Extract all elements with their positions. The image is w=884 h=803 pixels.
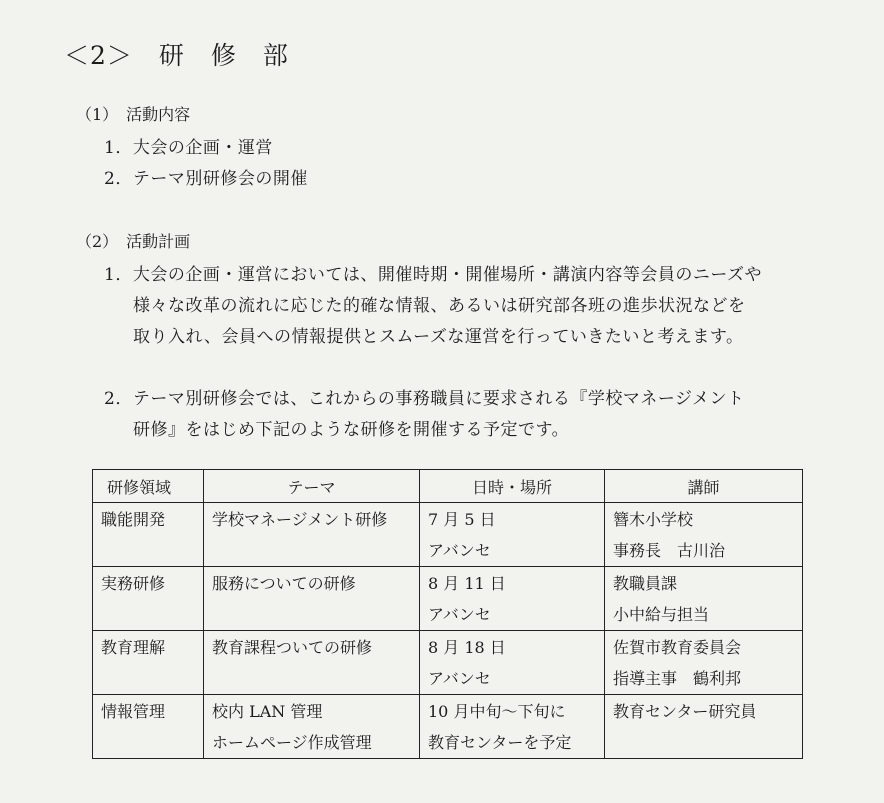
plan-paragraph-2-line: 研修』をはじめ下記のような研修を開催する予定です。 [133, 420, 570, 440]
activity-item: 2．テーマ別研修会の開催 [104, 169, 308, 189]
lecturer-cell: 簪木小学校 事務長 古川治 [605, 503, 803, 567]
plan-heading: （2） 活動計画 [76, 232, 191, 251]
lecturer-cell: 佐賀市教育委員会 指導主事 鶴利邦 [605, 631, 803, 695]
plan-paragraph-1-line: 取り入れ、会員への情報提供とスムーズな運営を行っていきたいと考えます。 [133, 327, 744, 347]
table-row [93, 695, 803, 759]
table-row [93, 631, 803, 695]
theme-cell: 服務についての研修 [204, 567, 420, 631]
activities-heading: （1） 活動内容 [76, 105, 191, 124]
area-cell: 職能開発 [93, 503, 204, 567]
theme-cell: 学校マネージメント研修 [204, 503, 420, 567]
training-schedule-table [92, 469, 803, 759]
column-header: テーマ [204, 470, 420, 503]
table-row [93, 567, 803, 631]
column-header: 研修領域 [93, 470, 204, 503]
plan-paragraph-1-line: 様々な改革の流れに応じた的確な情報、あるいは研究部各班の進歩状況などを [133, 296, 746, 316]
section-title: ＜2＞ 研 修 部 [64, 41, 289, 70]
datetime-place-cell: 8 月 11 日 アバンセ [420, 567, 605, 631]
theme-cell: 教育課程ついての研修 [204, 631, 420, 695]
plan-paragraph-2-line: 2．テーマ別研修会では、これからの事務職員に要求される『学校マネージメント [104, 389, 745, 409]
datetime-place-cell: 7 月 5 日 アバンセ [420, 503, 605, 567]
plan-paragraph-1-line: 1．大会の企画・運営においては、開催時期・開催場所・講演内容等会員のニーズや [104, 265, 762, 285]
activity-item: 1．大会の企画・運営 [104, 138, 273, 158]
theme-cell: 校内 LAN 管理 ホームページ作成管理 [204, 695, 420, 759]
table-row [93, 503, 803, 567]
area-cell: 情報管理 [93, 695, 204, 759]
area-cell: 実務研修 [93, 567, 204, 631]
lecturer-cell: 教職員課 小中給与担当 [605, 567, 803, 631]
datetime-place-cell: 8 月 18 日 アバンセ [420, 631, 605, 695]
column-header: 日時・場所 [420, 470, 605, 503]
table-header-row [93, 470, 803, 503]
lecturer-cell: 教育センター研究員 [605, 695, 803, 759]
area-cell: 教育理解 [93, 631, 204, 695]
datetime-place-cell: 10 月中旬～下旬に 教育センターを予定 [420, 695, 605, 759]
column-header: 講師 [605, 470, 803, 503]
